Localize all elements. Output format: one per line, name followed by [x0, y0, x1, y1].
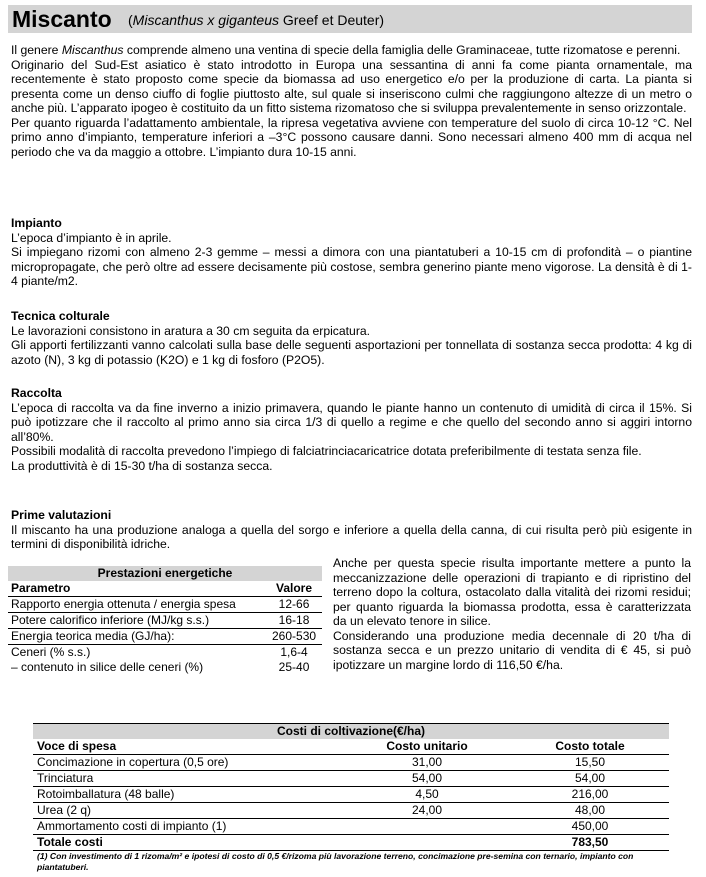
column-header: Valore	[266, 581, 322, 597]
table-row: Rapporto energia ottenuta / energia spesa 12-66	[8, 597, 322, 613]
intro-paragraph-2: Originario del Sud-Est asiatico è stato introdotto in Europa una sessantina di anni fa come pianta ornamentale, ma recentemente è stato proposto come specie da biomassa ad uso energetico e/o per la produzione di carta. La pianta si presenta come un denso ciuffo di foglie piuttosto alte, sul quale si inseriscono culmi che raggiungono altezze di un metro o anche più. L’apparato ipogeo è costituito da un fitto sistema rizomatoso che si sviluppa prevalentemente in senso orizzontale.	[11, 57, 692, 115]
section-tecnica-colturale	[11, 309, 692, 367]
section-paragraph: L’epoca d’impianto è in aprile.	[11, 230, 172, 245]
intro-section	[11, 43, 692, 159]
section-paragraph: Possibili modalità di raccolta prevedono l’impiego di falciatrinciacaricatrice dotata preferibilmente di testata senza file.	[11, 444, 642, 458]
section-paragraph: Le lavorazioni consistono in aratura a 30 cm seguita da erpicatura.	[11, 323, 371, 338]
column-header: Costo totale	[511, 739, 669, 755]
table-row: Ammortamento costi di impianto (1) 450,00	[33, 819, 669, 835]
intro-paragraph-3: Per quanto riguarda l’adattamento ambientale, la ripresa vegetativa avviene con temperature del suolo di circa 10-12 °C. Nel primo anno d’impianto, temperature inferiori a –3°C possono causare danni. Sono necessari almeno 400 mm di acqua nel periodo che va da maggio a ottobre. L’impianto dura 10-15 anni.	[11, 115, 692, 159]
energy-table-caption: Prestazioni energetiche	[8, 566, 322, 581]
intro-paragraph-1: Il genere Miscanthus comprende almeno una ventina di specie della famiglia delle Graminaceae, tutte rizomatose e perenni.	[11, 43, 681, 57]
latin-name: Miscanthus x giganteus	[132, 12, 279, 28]
right-paragraph-2: Considerando una produzione media decennale di 20 t/ha di sostanza secca e un prezzo unitario di vendita di € 45, si può ipotizzare un margine lordo di 116,50 €/ha.	[333, 628, 691, 672]
right-column-text	[333, 556, 691, 672]
table-row: Potere calorifico inferiore (MJ/kg s.s.) 16-18	[8, 613, 322, 629]
section-heading: Tecnica colturale	[11, 309, 110, 323]
section-paragraph: Il miscanto ha una produzione analoga a quella del sorgo e inferiore a quella della canna, di cui risulta però più esigente in termini di disponibilità idriche.	[11, 522, 692, 551]
cost-table	[33, 723, 669, 851]
total-row: Totale costi 783,50	[33, 835, 669, 851]
title-bar	[8, 5, 692, 33]
section-paragraph: Si impiegano rizomi con almeno 2-3 gemme – messi a dimora con una piantatuberi a 10-15 cm di profondità – o piantine micropropagate, che però oltre ad essere decisamente più costose, sembra generino piante meno vigorose. La densità è di 1-4 piante/m2.	[11, 245, 692, 288]
right-paragraph-1: Anche per questa specie risulta importante mettere a punto la meccanizzazione delle operazioni di trapianto e di ripristino del terreno dopo la coltura, ostacolato dalla vitalità dei rizomi residui; per quanto riguarda la biomassa prodotta, essa è caratterizzata da un elevato tenore in silice.	[333, 556, 691, 628]
table-row: Energia teorica media (GJ/ha): 260-530	[8, 629, 322, 645]
table-row: Rotoimballatura (48 balle) 4,50 216,00	[33, 787, 669, 803]
table-row: – contenuto in silice delle ceneri (%) 25-40	[11, 660, 310, 674]
column-header: Parametro	[8, 581, 266, 597]
table-row: Trinciatura 54,00 54,00	[33, 771, 669, 787]
table-row: Urea (2 q) 24,00 48,00	[33, 803, 669, 819]
cost-table-caption: Costi di coltivazione(€/ha)	[33, 724, 669, 740]
section-raccolta	[11, 386, 692, 473]
section-heading: Raccolta	[11, 386, 62, 400]
table-row: Ceneri (% s.s.) 1,6-4	[11, 645, 308, 659]
column-header: Costo unitario	[343, 739, 511, 755]
section-paragraph: Gli apporti fertilizzanti vanno calcolati sulla base delle seguenti asportazioni per tonnellata di sostanza secca prodotta: 4 kg di azoto (N), 3 kg di potassio (K2O) e 1 kg di fosforo (P2O5).	[11, 338, 692, 367]
column-header: Voce di spesa	[33, 739, 343, 755]
section-impianto	[11, 216, 692, 289]
section-heading: Prime valutazioni	[11, 508, 112, 522]
section-heading: Impianto	[11, 216, 62, 230]
section-paragraph: La produttività è di 15-30 t/ha di sostanza secca.	[11, 458, 273, 473]
section-paragraph: L’epoca di raccolta va da fine inverno a inizio primavera, quando le piante hanno un contenuto di umidità di circa il 15%. Si può ipotizzare che il raccolto al primo anno sia circa 1/3 di quello a regime e che quello del secondo anno si aggiri intorno all’80%.	[11, 400, 692, 444]
page-title: Miscanto	[12, 6, 112, 32]
table-row: Concimazione in copertura (0,5 ore) 31,00 15,50	[33, 755, 669, 771]
page-subtitle: (Miscanthus x giganteus Greef et Deuter)	[128, 12, 385, 28]
footnote: (1) Con investimento di 1 rizoma/m² e ipotesi di costo di 0,5 €/rizoma più lavorazione terreno, concimazione pre-semina con ternario, impianto con piantatuberi.	[37, 851, 634, 872]
section-prime-valutazioni	[11, 508, 692, 552]
energy-table	[8, 566, 322, 675]
